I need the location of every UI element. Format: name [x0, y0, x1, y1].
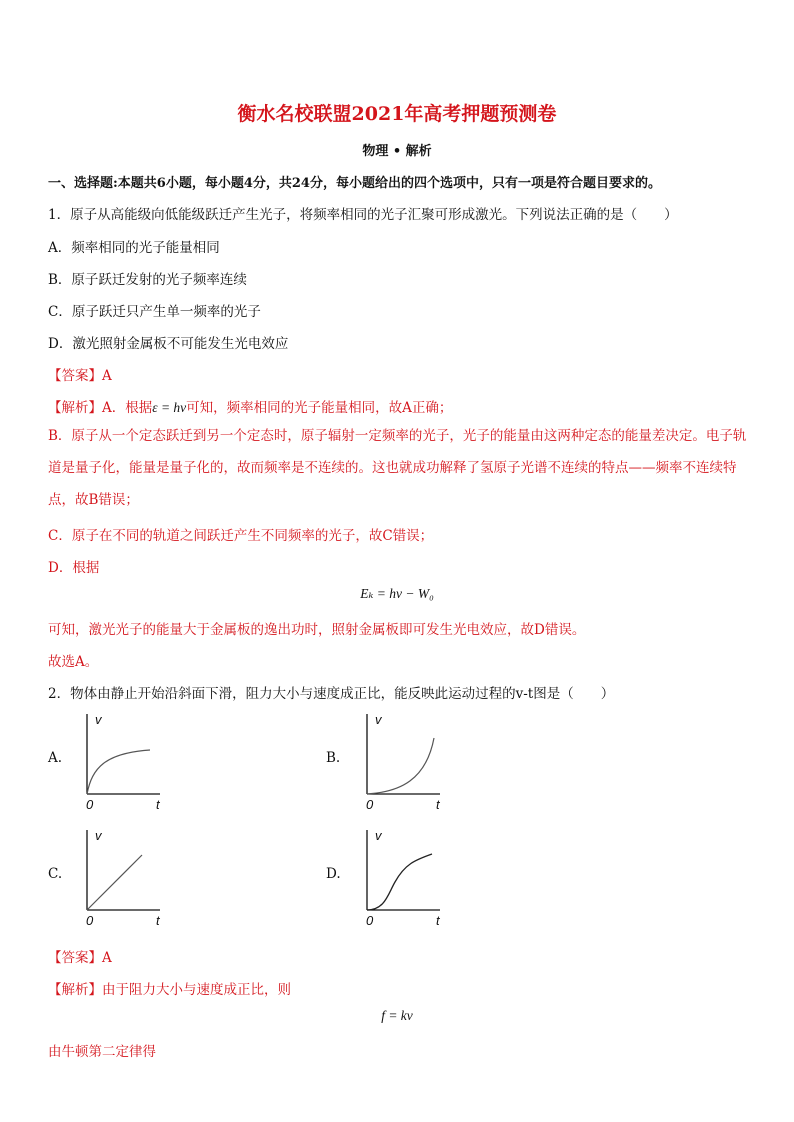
q1-analysis-a-suffix: 可知，频率相同的光子能量相同，故A正确； [186, 400, 453, 416]
graph-a-y-label: v [95, 712, 102, 727]
vt-graph-b [360, 708, 460, 812]
section-heading: 一、选择题:本题共6小题，每小题4分，共24分，每小题给出的四个选项中，只有一项是符合题目要求的。 [48, 176, 661, 191]
page-title: 衡水名校联盟2021年高考押题预测卷 [237, 103, 557, 125]
q2-option-c-label: C. [48, 866, 63, 882]
graph-a-origin: 0 [86, 797, 94, 812]
q2-option-d-label: D. [326, 866, 341, 882]
q1-conclusion: 故选A。 [48, 654, 99, 670]
graph-a-x-label: t [156, 797, 160, 812]
graph-a-curve [87, 750, 150, 794]
q1-option-c: C．原子跃迁只产生单一频率的光子 [48, 304, 261, 320]
q2-newton-line: 由牛顿第二定律得 [48, 1044, 156, 1060]
q1-analysis-d-conclusion: 可知，激光光子的能量大于金属板的逸出功时，照射金属板即可发生光电效应，故D错误。 [48, 622, 586, 638]
q1-option-a: A．频率相同的光子能量相同 [48, 240, 220, 256]
q2-analysis [48, 978, 291, 998]
q2-option-a-label: A. [48, 750, 63, 766]
vt-graph-a [80, 708, 180, 812]
q2-option-b-label: B. [326, 750, 341, 766]
graph-d-curve [367, 854, 432, 910]
q2-stem: 2．物体由静止开始沿斜面下滑，阻力大小与速度成正比，能反映此运动过程的v-t图是（ ） [48, 686, 615, 702]
q2-analysis-text: 由于阻力大小与速度成正比，则 [102, 982, 291, 998]
graph-b-y-label: v [375, 712, 382, 727]
q1-option-d: D．激光照射金属板不可能发生光电效应 [48, 336, 289, 352]
q1-analysis-d: D．根据 [48, 560, 100, 576]
q1-stem: 1．原子从高能级向低能级跃迁产生光子，将频率相同的光子汇聚可形成激光。下列说法正确的是（ ） [48, 207, 678, 223]
graph-d-y-label: v [375, 828, 382, 843]
vt-graph-c [80, 824, 180, 928]
graph-c-line [87, 855, 142, 910]
graph-d-origin: 0 [366, 913, 374, 928]
page-subtitle: 物理 • 解析 [362, 144, 432, 159]
q1-analysis-b: B．原子从一个定态跃迁到另一个定态时，原子辐射一定频率的光子，光子的能量由这两种定态的能量差决定。电子轨道是量子化，能量是量子化的，故而频率是不连续的。这也就成功解释了氢原子光谱不连续的特点——频率不连续特点，故B错误； [48, 428, 747, 508]
q2-analysis-prefix: 【解析】 [48, 982, 102, 998]
graph-c-x-label: t [156, 913, 160, 928]
vt-graph-d [360, 824, 460, 928]
q1-analysis-a [48, 396, 452, 416]
graph-b-x-label: t [436, 797, 440, 812]
graph-b-curve [367, 738, 434, 794]
q1-analysis-c: C．原子在不同的轨道之间跃迁产生不同频率的光子，故C错误； [48, 528, 434, 544]
photoelectric-formula: Eₖ = hν − W₀ [360, 586, 434, 601]
photon-energy-formula: ε = hν [152, 400, 187, 415]
graph-b-origin: 0 [366, 797, 374, 812]
q1-answer: 【答案】A [48, 368, 112, 384]
drag-force-formula: f = kv [381, 1008, 413, 1023]
q1-option-b: B．原子跃迁发射的光子频率连续 [48, 272, 247, 288]
graph-c-y-label: v [95, 828, 102, 843]
q2-answer: 【答案】A [48, 950, 112, 966]
q1-analysis-a-prefix: 【解析】A．根据 [48, 400, 153, 416]
graph-c-origin: 0 [86, 913, 94, 928]
graph-d-x-label: t [436, 913, 440, 928]
